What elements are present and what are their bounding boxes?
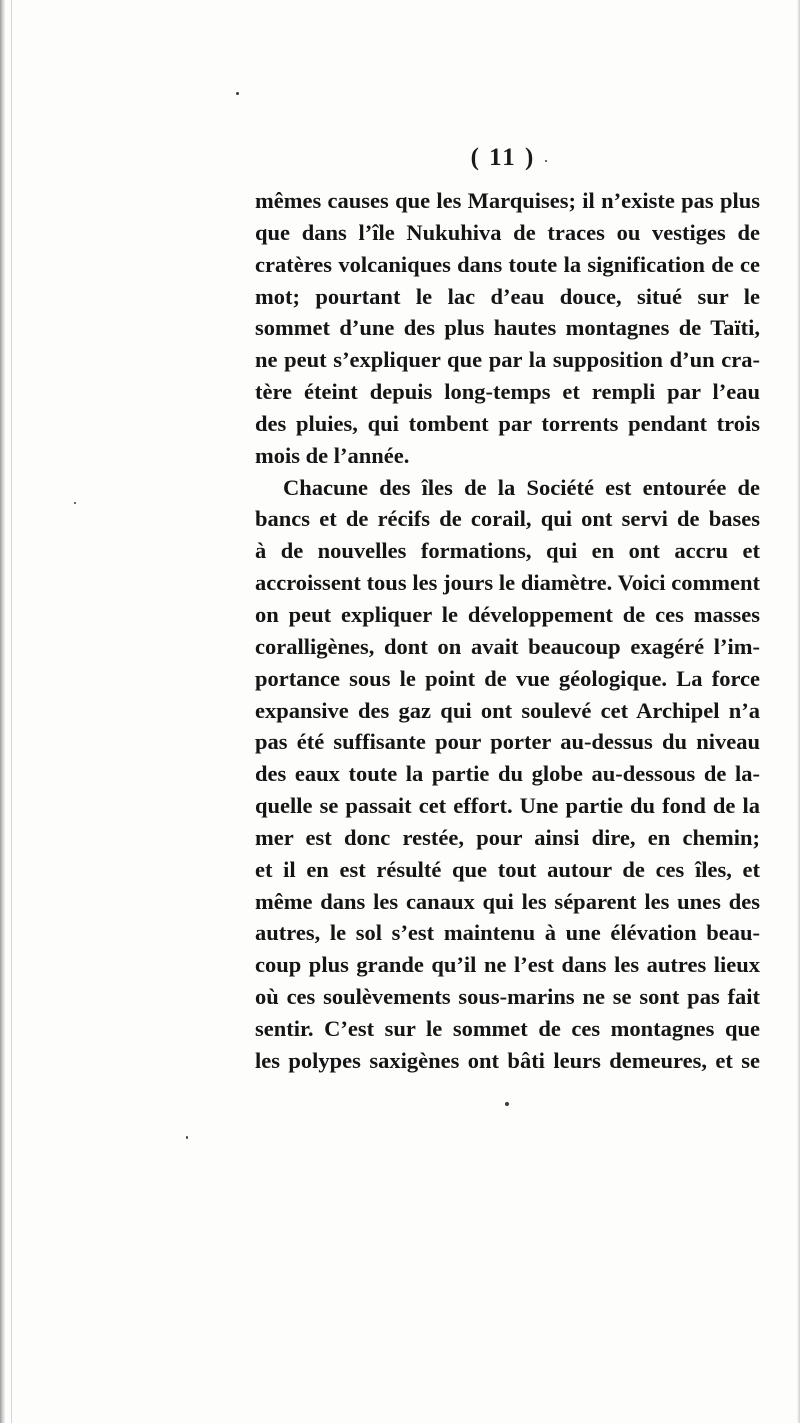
- text-line: sommet d’une des plus hautes montagnes de Taïti,: [255, 315, 760, 341]
- paper-speck: [74, 502, 76, 504]
- page-binding-edge: [0, 0, 5, 1423]
- text-line: mer est donc restée, pour ainsi dire, en chemin;: [255, 824, 760, 850]
- text-line: des pluies, qui tombent par torrents pendant trois: [255, 410, 760, 436]
- text-line: tère éteint depuis long-temps et rempli par l’eau: [255, 379, 760, 405]
- paragraph-1: [255, 185, 760, 472]
- text-line: portance sous le point de vue géologique. La force: [255, 665, 760, 691]
- text-line: on peut expliquer le développement de ces masses: [255, 601, 760, 627]
- paper-speck: [186, 1136, 188, 1139]
- paper-speck: [505, 1102, 509, 1106]
- text-line: que dans l’île Nukuhiva de traces ou vestiges de: [255, 219, 760, 245]
- paper-speck: [236, 92, 239, 95]
- text-line: cratères volcaniques dans toute la signification de ce: [255, 251, 760, 277]
- text-line: pas été suffisante pour porter au-dessus du niveau: [255, 729, 760, 755]
- text-line: quelle se passait cet effort. Une partie du fond de la: [255, 793, 760, 819]
- text-line: mêmes causes que les Marquises; il n’existe pas plus: [255, 188, 760, 213]
- text-line: même dans les canaux qui les séparent les unes des: [255, 888, 760, 914]
- paper-speck: [545, 160, 547, 162]
- text-line: sentir. C’est sur le sommet de ces montagnes que: [255, 1015, 760, 1041]
- text-line: accroissent tous les jours le diamètre. Voici comment: [255, 570, 760, 596]
- text-line: à de nouvelles formations, qui en ont accru et: [255, 538, 760, 564]
- text-line: coup plus grande qu’il ne l’est dans les autres lieux: [255, 952, 760, 978]
- text-line: autres, le sol s’est maintenu à une élévation beau-: [255, 920, 760, 946]
- paragraph-2: [255, 472, 760, 1077]
- text-line: Chacune des îles de la Société est entourée de: [283, 474, 760, 500]
- text-line: coralligènes, dont on avait beaucoup exagéré l’im-: [255, 633, 760, 659]
- text-line: ne peut s’expliquer que par la supposition d’un cra-: [255, 347, 760, 373]
- text-line: bancs et de récifs de corail, qui ont servi de bases: [255, 506, 760, 532]
- text-line: expansive des gaz qui ont soulevé cet Archipel n’a: [255, 697, 760, 723]
- text-line: et il en est résulté que tout autour de ces îles, et: [255, 856, 760, 882]
- margin-rule: [11, 0, 12, 1423]
- text-line: mois de l’année.: [255, 442, 410, 468]
- text-line: mot; pourtant le lac d’eau douce, situé sur le: [255, 283, 760, 309]
- body-text: [255, 185, 760, 1077]
- page-number: ( 11 ): [470, 144, 536, 171]
- text-line: des eaux toute la partie du globe au-dessous de la-: [255, 761, 760, 787]
- text-line: où ces soulèvements sous-marins ne se sont pas fait: [255, 984, 760, 1010]
- text-line: les polypes saxigènes ont bâti leurs demeures, et se: [255, 1047, 760, 1073]
